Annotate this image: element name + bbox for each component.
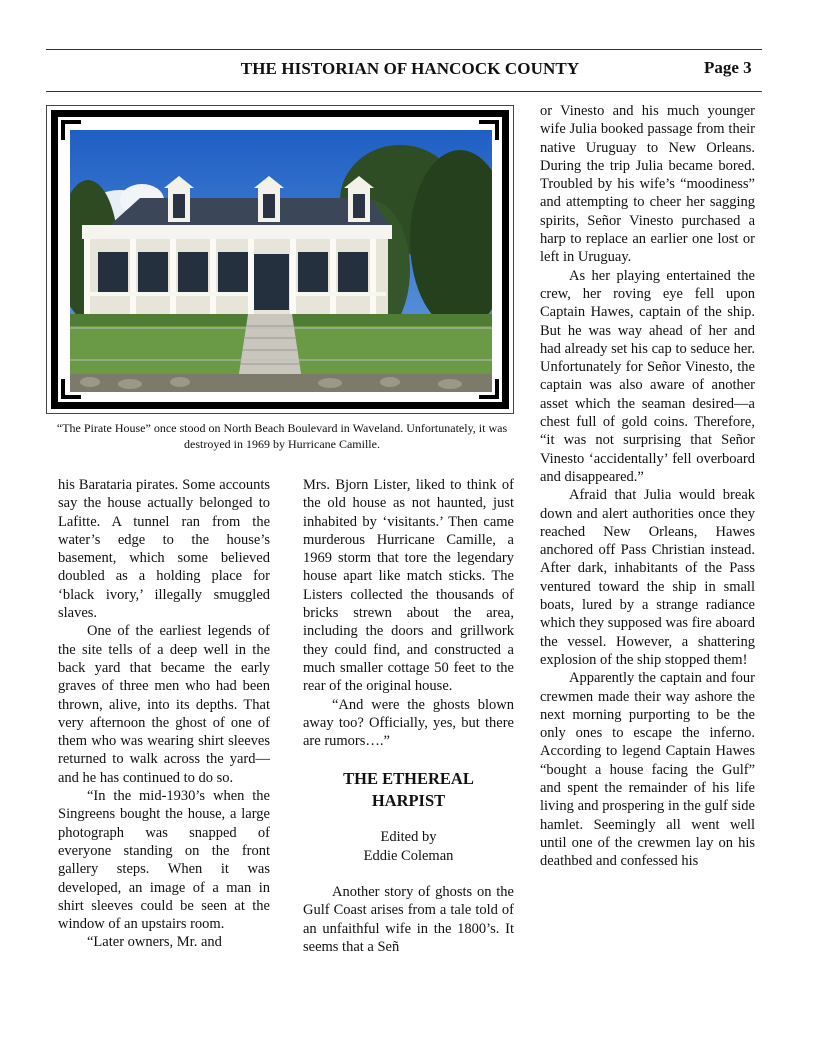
paragraph: Another story of ghosts on the Gulf Coast arises from a tale told of an unfaithful wife in the 1800’s. It seems that a Señ [303, 884, 514, 955]
header-rule-bottom [46, 91, 762, 92]
paragraph: or Vinesto and his much younger wife Julia booked passage from their native Uruguay to New Orleans. During the trip Julia became bored. Troubled by his wife’s “moodiness” and attempting to cheer her sagging spirits, Señor Vinesto purchased a harp to replace an earlier one lost or left in Uruguay. [540, 103, 755, 266]
paragraph: Mrs. Bjorn Lister, liked to think of the old house as not haunted, just inhabited by ‘visitants.’ Then came murderous Hurricane Camille, a 1969 storm that tore the legendary house apart like match sticks. The Listers collected the thousands of bricks strewn about the area, including the doors and grillwork they could find, and constructed a much smaller cottage 50 feet to the rear of the original house. [303, 477, 514, 695]
article-heading-line: THE ETHEREAL [343, 769, 474, 789]
byline-author: Eddie Coleman [363, 847, 454, 864]
column-2 [303, 476, 514, 956]
paragraph: As her playing entertained the crew, her roving eye fell upon Captain Hawes, captain of the ship. But he was way ahead of her and had already set his cap to seduce her. Unfortunately for Señor Vinesto, the captain was also aware of another asset which the seaman desired—a chest full of gold coins. Therefore, “it was not surprising that Señor Vinesto ‘accidentally’ fell overboard and disappeared.” [540, 267, 755, 485]
paragraph: “And were the ghosts blown away too? Officially, yes, but there are rumors….” [303, 696, 514, 750]
column-3 [540, 102, 755, 870]
masthead-title: THE HISTORIAN OF HANCOCK COUNTY [240, 59, 580, 78]
paragraph: “In the mid-1930’s when the Singreens bought the house, a large photograph was snapped of everyone standing on the front gallery steps. When it was developed, an image of a man in shirt sleeves could be seen at the window of an upstairs room. [58, 788, 270, 933]
column-1 [58, 476, 270, 952]
page-number: Page 3 [704, 58, 752, 77]
paragraph: Apparently the captain and four crewmen made their way ashore the next morning purporting to be the only ones to escape the inferno. According to legend Captain Hawes “bought a house facing the Gulf” and spent the remainder of his life living and prospering in the gulf side hamlet. Seemingly all went well until one of the crewmen lay on his deathbed and confessed his [540, 670, 755, 870]
photo-caption: “The Pirate House” once stood on North Beach Boulevard in Waveland. Unfortunately, it was destroyed in 1969 by Hurricane Camille. [56, 421, 508, 451]
paragraph: “Later owners, Mr. and [87, 934, 222, 951]
byline-line: Edited by [380, 829, 437, 846]
header-rule-top [46, 49, 762, 50]
paragraph: One of the earliest legends of the site tells of a deep well in the back yard that became the early graves of three men who had been thrown, alive, into its depths. That very afternoon the ghost of one of them who was wearing shirt sleeves returned to walk across the yard—and he has continued to do so. [58, 623, 270, 786]
article-heading-line: HARPIST [371, 791, 446, 811]
byline [303, 828, 514, 865]
article-heading [303, 768, 514, 812]
pirate-house-photo [70, 130, 492, 392]
paragraph: Afraid that Julia would break down and alert authorities once they reached New Orleans, Hawes anchored off Pass Christian instead. After dark, inhabitants of the Pass ventured toward the ship in small boats, lured by a strange radiance which they supposed was fire aboard the vessel. However, a shattering explosion of the ship stopped them! [540, 487, 755, 668]
paragraph: his Barataria pirates. Some accounts say the house actually belonged to Lafitte. A tunnel ran from the water’s edge to the house’s basement, which some believed doubled as a holding place for ‘black ivory,’ illegally smuggled slaves. [58, 477, 270, 622]
